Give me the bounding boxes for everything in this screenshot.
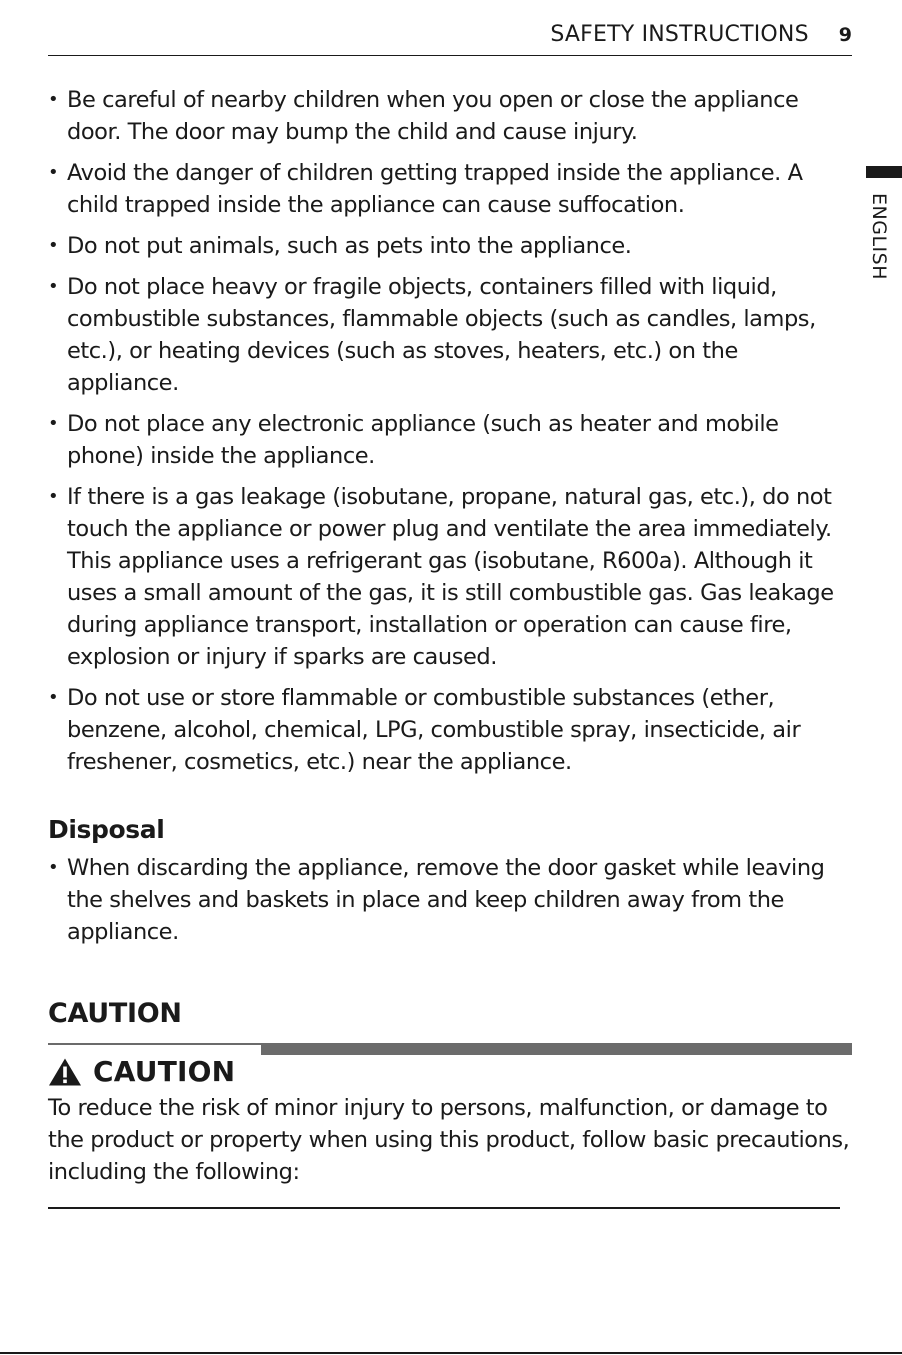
caution-box-title-text: CAUTION [93, 1055, 236, 1088]
page-bottom-rule [0, 1352, 902, 1354]
side-tab-marker [866, 166, 902, 178]
disposal-heading: Disposal [48, 815, 165, 844]
safety-bullet-list [48, 84, 852, 778]
warning-triangle-icon [48, 1057, 82, 1087]
caution-box-top-rule [48, 1043, 261, 1045]
header-title: SAFETY INSTRUCTIONS [550, 22, 809, 47]
bullet-item: • Do not use or store flammable or combustible substances (ether, benzene, alcohol, chemical, LPG, combustible spray, insecticide, air freshener, cosmetics, etc.) near the appliance. [48, 682, 852, 778]
disposal-bullet-list [48, 852, 852, 948]
caution-box-bar [261, 1043, 852, 1055]
bullet-item: • If there is a gas leakage (isobutane, propane, natural gas, etc.), do not touch the appliance or power plug and ventilate the area immediately. This appliance uses a refrigerant gas (isobutane, R600a). Although it uses a small amount of the gas, it is still combustible gas. Gas leakage during appliance transport, installation or operation can cause fire, explosion or injury if sparks are caused. [48, 481, 852, 673]
bullet-item: • When discarding the appliance, remove the door gasket while leaving the shelves and baskets in place and keep children away from the appliance. [48, 852, 852, 948]
caution-text: To reduce the risk of minor injury to persons, malfunction, or damage to the product or property when using this product, follow basic precautions, including the following: [48, 1095, 850, 1185]
caution-box-bottom-rule [48, 1207, 840, 1209]
bullet-item: • Avoid the danger of children getting trapped inside the appliance. A child trapped inside the appliance can cause suffocation. [48, 157, 852, 221]
bullet-item: • Do not put animals, such as pets into the appliance. [48, 230, 852, 262]
language-tab-label: ENGLISH [868, 193, 890, 280]
bullet-item: • Do not place any electronic appliance (such as heater and mobile phone) inside the appliance. [48, 408, 852, 472]
caution-section-heading: CAUTION [48, 998, 182, 1029]
page-number: 9 [838, 23, 852, 46]
bullet-item: • Do not place heavy or fragile objects, containers filled with liquid, combustible substances, flammable objects (such as candles, lamps, etc.), or heating devices (such as stoves, heaters, etc.) on the appliance. [48, 271, 852, 399]
caution-box [48, 1043, 852, 1209]
bullet-item: • Be careful of nearby children when you open or close the appliance door. The door may bump the child and cause injury. [48, 84, 852, 148]
page-header [48, 20, 852, 56]
page-content [48, 84, 852, 1209]
